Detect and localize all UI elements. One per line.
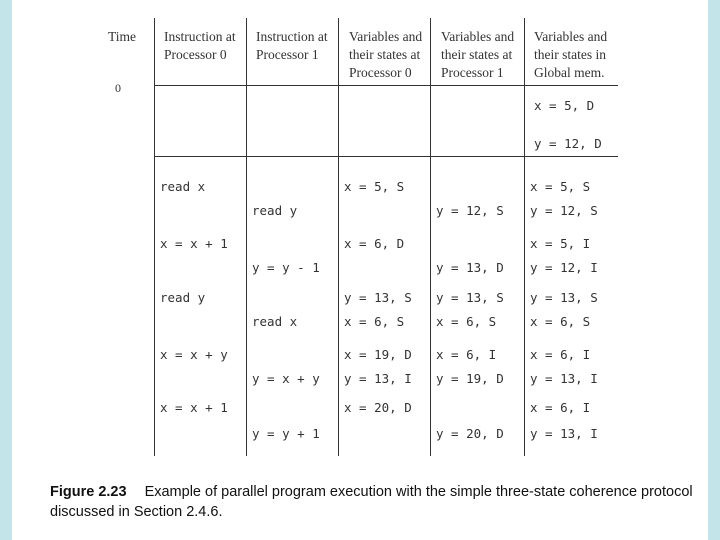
- p1-state-cell: y = 13, S: [436, 290, 504, 305]
- p1-instruction-cell: y = y + 1: [252, 426, 320, 441]
- global-state-cell: x = 6, S: [530, 314, 591, 329]
- initial-state-divider: [154, 156, 618, 157]
- global-state-cell: y = 13, S: [530, 290, 598, 305]
- initial-global-y: y = 12, D: [534, 136, 602, 151]
- p0-instruction-cell: read y: [160, 290, 206, 305]
- p1-state-cell: y = 12, S: [436, 203, 504, 218]
- p1-state-cell: x = 6, I: [436, 347, 497, 362]
- header-global-variables: Variables and their states in Global mem.: [534, 29, 608, 80]
- p1-state-cell: y = 20, D: [436, 426, 504, 441]
- column-divider: [430, 18, 431, 456]
- slide: [12, 0, 708, 540]
- column-divider: [524, 18, 525, 456]
- global-state-cell: x = 6, I: [530, 400, 591, 415]
- global-state-cell: y = 13, I: [530, 426, 598, 441]
- header-time: Time: [108, 29, 137, 44]
- p1-state-cell: y = 19, D: [436, 371, 504, 386]
- column-divider: [154, 18, 155, 456]
- header-p0-variables: Variables and their states at Processor 0: [349, 29, 423, 80]
- caption-label: Figure 2.23: [50, 484, 127, 500]
- global-state-cell: y = 12, S: [530, 203, 598, 218]
- header-divider: [154, 85, 618, 86]
- p1-instruction-cell: y = y - 1: [252, 260, 320, 275]
- initial-global-x: x = 5, D: [534, 98, 595, 113]
- p0-instruction-cell: x = x + 1: [160, 236, 228, 251]
- global-state-cell: x = 5, I: [530, 236, 591, 251]
- p0-state-cell: x = 19, D: [344, 347, 412, 362]
- p1-instruction-cell: y = x + y: [252, 371, 320, 386]
- p1-state-cell: x = 6, S: [436, 314, 497, 329]
- p0-state-cell: x = 5, S: [344, 179, 405, 194]
- column-divider: [246, 18, 247, 456]
- global-state-cell: x = 5, S: [530, 179, 591, 194]
- p0-state-cell: y = 13, S: [344, 290, 412, 305]
- header-p1-instruction: Instruction at Processor 1: [256, 29, 328, 62]
- p0-state-cell: y = 13, I: [344, 371, 412, 386]
- column-divider: [338, 18, 339, 456]
- p0-instruction-cell: read x: [160, 179, 206, 194]
- p0-state-cell: x = 6, D: [344, 236, 405, 251]
- p0-state-cell: x = 20, D: [344, 400, 412, 415]
- p1-instruction-cell: read y: [252, 203, 298, 218]
- p0-instruction-cell: x = x + y: [160, 347, 228, 362]
- time-marker: 0: [115, 81, 121, 95]
- header-p1-variables: Variables and their states at Processor 1: [441, 29, 515, 80]
- caption-text: Example of parallel program execution with the simple three-state coherence protocol discussed in Section 2.4.6.: [50, 484, 693, 520]
- global-state-cell: y = 12, I: [530, 260, 598, 275]
- p0-state-cell: x = 6, S: [344, 314, 405, 329]
- p0-instruction-cell: x = x + 1: [160, 400, 228, 415]
- p1-state-cell: y = 13, D: [436, 260, 504, 275]
- header-p0-instruction: Instruction at Processor 0: [164, 29, 236, 62]
- global-state-cell: y = 13, I: [530, 371, 598, 386]
- global-state-cell: x = 6, I: [530, 347, 591, 362]
- figure-caption: [50, 482, 700, 522]
- p1-instruction-cell: read x: [252, 314, 298, 329]
